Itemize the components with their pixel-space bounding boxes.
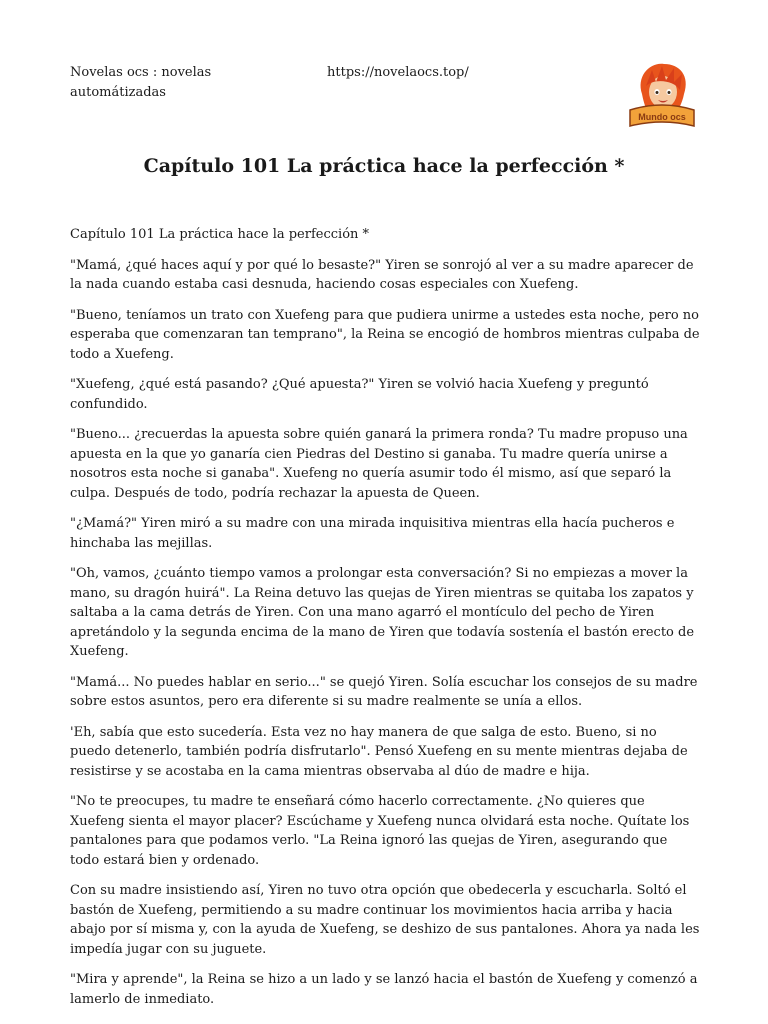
paragraph: "No te preocupes, tu madre te enseñará cómo hacerlo correctamente. ¿No quieres que Xuefeng sienta el mayor placer? Escúchame y Xuefeng nunca olvidará esta noche. Quítate los pantalones para que podamos verlo. "La Reina ignoró las quejas de Yiren, asegurando que todo estará bien y ordenado. (70, 794, 690, 868)
logo-text: Mundo ocs (638, 112, 686, 122)
paragraph: Con su madre insistiendo así, Yiren no tuvo otra opción que obedecerla y escucharla. Soltó el bastón de Xuefeng, permitiendo a su madre continuar los movimientos hacia arriba y hacia abajo por sí misma y, con la ayuda de Xuefeng, se deshizo de sus pantalones. Ahora ya nada les impedía jugar con su juguete. (70, 883, 700, 957)
document-body (70, 225, 700, 1020)
paragraph: "Xuefeng, ¿qué está pasando? ¿Qué apuesta?" Yiren se volvió hacia Xuefeng y preguntó confundido. (70, 377, 649, 412)
page-title: Capítulo 101 La práctica hace la perfección * (143, 155, 625, 177)
paragraph: "Bueno, teníamos un trato con Xuefeng para que pudiera unirme a ustedes esta noche, pero no esperaba que comenzaran tan temprano", la Reina se encogió de hombros mientras culpaba de todo a Xuefeng. (70, 307, 700, 362)
paragraph: "Mamá, ¿qué haces aquí y por qué lo besaste?" Yiren se sonrojó al ver a su madre aparecer de la nada cuando estaba casi desnuda, haciendo cosas especiales con Xuefeng. (70, 257, 694, 292)
paragraph: "Bueno... ¿recuerdas la apuesta sobre quién ganará la primera ronda? Tu madre propuso una apuesta en la que yo ganaría cien Piedras del Destino si ganaba. Tu madre quería unirse a nosotros esta noche si ganaba". Xuefeng no quería asumir todo él mismo, así que separó la culpa. Después de todo, podría rechazar la apuesta de Queen. (70, 427, 688, 501)
paragraph: 'Eh, sabía que esto sucedería. Esta vez no hay manera de que salga de esto. Bueno, si no puedo detenerlo, también podría disfrutarlo". Pensó Xuefeng en su mente mientras dejaba de resistirse y se acostaba en la cama mientras observaba al dúo de madre e hija. (70, 724, 688, 779)
header-url[interactable]: https://novelaocs.top/ (327, 65, 469, 80)
paragraph: Capítulo 101 La práctica hace la perfección * (70, 227, 370, 242)
paragraph: "¿Mamá?" Yiren miró a su madre con una mirada inquisitiva mientras ella hacía pucheros e hinchaba las mejillas. (70, 516, 675, 551)
paragraph: "Mamá... No puedes hablar en serio..." se quejó Yiren. Solía escuchar los consejos de su madre sobre estos asuntos, pero era diferente si su madre realmente se unía a ellos. (70, 674, 698, 709)
site-logo (624, 60, 700, 136)
logo-mascot-icon (624, 60, 700, 136)
header-site-name: Novelas ocs : novelas automátizadas (70, 65, 212, 100)
paragraph: "Mira y aprende", la Reina se hizo a un lado y se lanzó hacia el bastón de Xuefeng y comenzó a lamerlo de inmediato. (70, 972, 698, 1007)
paragraph: "Oh, vamos, ¿cuánto tiempo vamos a prolongar esta conversación? Si no empiezas a mover la mano, su dragón huirá". La Reina detuvo las quejas de Yiren mientras se quitaba los zapatos y saltaba a la cama detrás de Yiren. Con una mano agarró el montículo del pecho de Yiren apretándolo y la segunda encima de la mano de Yiren que todavía sostenía el bastón erecto de Xuefeng. (70, 566, 695, 659)
